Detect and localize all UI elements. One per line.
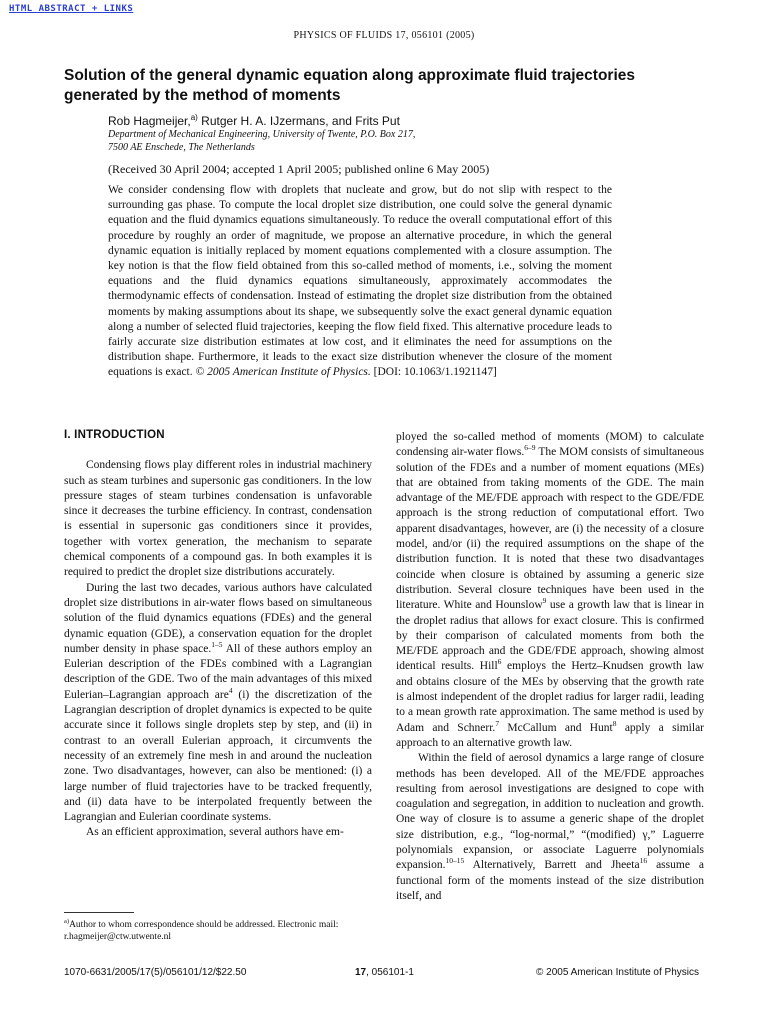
- article-title: Solution of the general dynamic equation along approximate fluid trajectories generated by the method of moments: [64, 67, 636, 104]
- authors-rest: Rutger H. A. IJzermans, and Frits Put: [197, 114, 400, 128]
- citation-ref[interactable]: 16: [639, 856, 648, 866]
- paragraph-text: assume a functional form of the moments instead of the size distribution itself, and: [396, 859, 704, 902]
- section-heading-introduction: I. INTRODUCTION: [64, 429, 165, 441]
- citation-ref[interactable]: 8: [612, 718, 617, 728]
- paragraph-text: use a growth law that is linear in the droplet radius that allows for exact closure. This is confirmed by their comparison of calculated moments from both the ME/FDE approach and the GDE/FDE approach, showing almost identical results. Hill: [396, 599, 705, 673]
- affiliation-line-2: 7500 AE Enschede, The Netherlands: [108, 142, 255, 153]
- right-column: [396, 430, 704, 904]
- citation-ref[interactable]: 7: [495, 718, 500, 728]
- paragraph: [64, 581, 372, 826]
- paragraph-text: McCallum and Hunt: [499, 721, 613, 734]
- received-dates: (Received 30 April 2004; accepted 1 April 2005; published online 6 May 2005): [108, 162, 490, 176]
- citation-ref[interactable]: 6–9: [524, 443, 536, 453]
- paragraph: [396, 751, 704, 904]
- paragraph-text: (i) the discretization of the Lagrangian description of droplet dynamics is expected to be quite accurate since it follows single droplets step by step, and (ii) in contrast to an overall Eulerian approach, it circumvents the necessity of an extremely fine mesh in and around the nucleation zone. Two disadvantages, however, can also be mentioned: (i) a large number of fluid trajectories have to be tracked frequently, and (ii) data have to be interpolated frequently between the Lagrangian and Eulerian coordinate systems.: [64, 688, 372, 824]
- footnote-text: Author to whom correspondence should be addressed. Electronic mail: r.hagmeijer@ctw.utwente.nl: [64, 920, 339, 943]
- paragraph: [396, 430, 704, 751]
- footnote-divider: [64, 912, 134, 913]
- abstract-copyright: © 2005 American Institute of Physics.: [195, 366, 371, 379]
- footnote: [64, 916, 372, 943]
- abstract-body: We consider condensing flow with droplets that nucleate and grow, but do not slip with respect to the surrounding gas phase. To compute the local droplet size distribution, one could solve the general dynamic equation and the fluid dynamics equations simultaneously. To reduce the overall computational effort of this procedure by roughly an order of magnitude, we propose an alternative procedure, in which the general dynamic equation is initially replaced by moment equations complemented with a closure assumption. The key notion is that the flow field obtained from this so-called method of moments, i.e., solving the moment equations and the fluid dynamics equations simultaneously, approximately accommodates the thermodynamic effects of condensation. Instead of estimating the droplet size distribution from the obtained moments by making assumptions about its shape, we subsequently solve the exact general dynamic equation along a number of selected fluid trajectories, keeping the flow field fixed. This alternative procedure leads to fairly accurate size distribution estimates at low cost, and it eliminates the need for assumptions on the distribution shape. Furthermore, it leads to the exact size distribution whenever the closure of the moment equations is exact.: [108, 184, 612, 379]
- html-abstract-links[interactable]: HTML ABSTRACT + LINKS: [9, 4, 134, 14]
- paragraph-text: Within the field of aerosol dynamics a large range of closure methods has been developed. All of the ME/FDE approaches resulting from aerosol investigations are designed to cope with coagulation and segregation, in addition to nucleation and growth. One way of closure is to assume a generic shape of the droplet size distribution, e.g., “log-normal,” “(modified) γ,” Laguerre polynomials expansion, or associate Laguerre polynomials expansion.: [396, 752, 704, 872]
- footer-volume: 17: [355, 967, 367, 978]
- paragraph-text: ployed the so-called method of moments (MOM) to calculate condensing air-water flows.: [396, 431, 704, 459]
- paragraph-text: apply a similar approach to an alternative growth law.: [396, 721, 705, 749]
- authors-line: [108, 113, 400, 128]
- paragraph-text: Alternatively, Barrett and Jheeta: [464, 859, 640, 872]
- citation-ref[interactable]: 6: [497, 657, 502, 667]
- affiliation: [108, 128, 668, 154]
- paragraph-text: All of these authors employ an Eulerian description of the FDEs combined with a Lagrangian description of the GDE. Two of the main advantages of this mixed Eulerian–Lagrangian approach are: [64, 642, 372, 701]
- paragraph-text: During the last two decades, various authors have calculated droplet size distributions in air-water flows based on simultaneous solution of the fluid dynamics equations (FDEs) and the general dynamic equation (GDE), a conservation equation for the droplet number density in phase space.: [64, 581, 372, 655]
- citation-ref[interactable]: 4: [228, 685, 233, 695]
- abstract: [108, 183, 612, 381]
- footer-page-number: [355, 967, 414, 978]
- journal-header: PHYSICS OF FLUIDS 17, 056101 (2005): [293, 30, 475, 41]
- paragraph-text: The MOM consists of simultaneous solution of the FDEs and a number of moment equations (MEs) that are obtained from taking moments of the GDE. The main advantage of the ME/FDE approach with respect to the GDE/FDE approach is the strong reduction of computational effort. Two apparent disadvantages, however, are (i) the necessity of a closure model, and/or (ii) the required assumptions on the shape of the distribution function. It is noted that these two disadvantages coincide when closure is obtained by assuming a generic size distribution. Several closure techniques have been used in the literature. White and Hounslow: [396, 446, 704, 612]
- citation-ref[interactable]: 1–5: [211, 640, 223, 650]
- paragraph: As an efficient approximation, several authors have em-: [86, 826, 344, 839]
- footer-copyright: © 2005 American Institute of Physics: [536, 967, 700, 978]
- citation-ref[interactable]: 9: [542, 596, 547, 606]
- author-primary: Rob Hagmeijer,: [108, 114, 191, 128]
- affiliation-line-1: Department of Mechanical Engineering, University of Twente, P.O. Box 217,: [108, 129, 416, 140]
- footer-issn: 1070-6631/2005/17(5)/056101/12/$22.50: [64, 967, 247, 978]
- paragraph-text: employs the Hertz–Knudsen growth law and obtains closure of the MEs by observing that the growth rate is almost independent of the droplet radius for larger radii, leading to a mean growth rate approximation. The same method is used by Adam and Schnerr.: [396, 660, 704, 734]
- left-column: [64, 428, 372, 841]
- footer-page: , 056101-1: [366, 967, 414, 978]
- abstract-doi[interactable]: [DOI: 10.1063/1.1921147]: [370, 366, 497, 379]
- citation-ref[interactable]: 10–15: [445, 856, 465, 866]
- paragraph: Condensing flows play different roles in industrial machinery such as steam turbines and supersonic gas conditioners. In the low pressure stages of steam turbines condensation is unfavorable since it decreases the turbine efficiency. In contrast, condensation is essential in supersonic gas conditioners since it provides, together with vortex generation, the mechanism to separate chemical components of a compound gas. In both examples it is required to predict the droplet size distributions accurately.: [64, 459, 372, 579]
- footnote-marker: a): [64, 918, 70, 925]
- author-footnote-marker[interactable]: a): [190, 113, 198, 122]
